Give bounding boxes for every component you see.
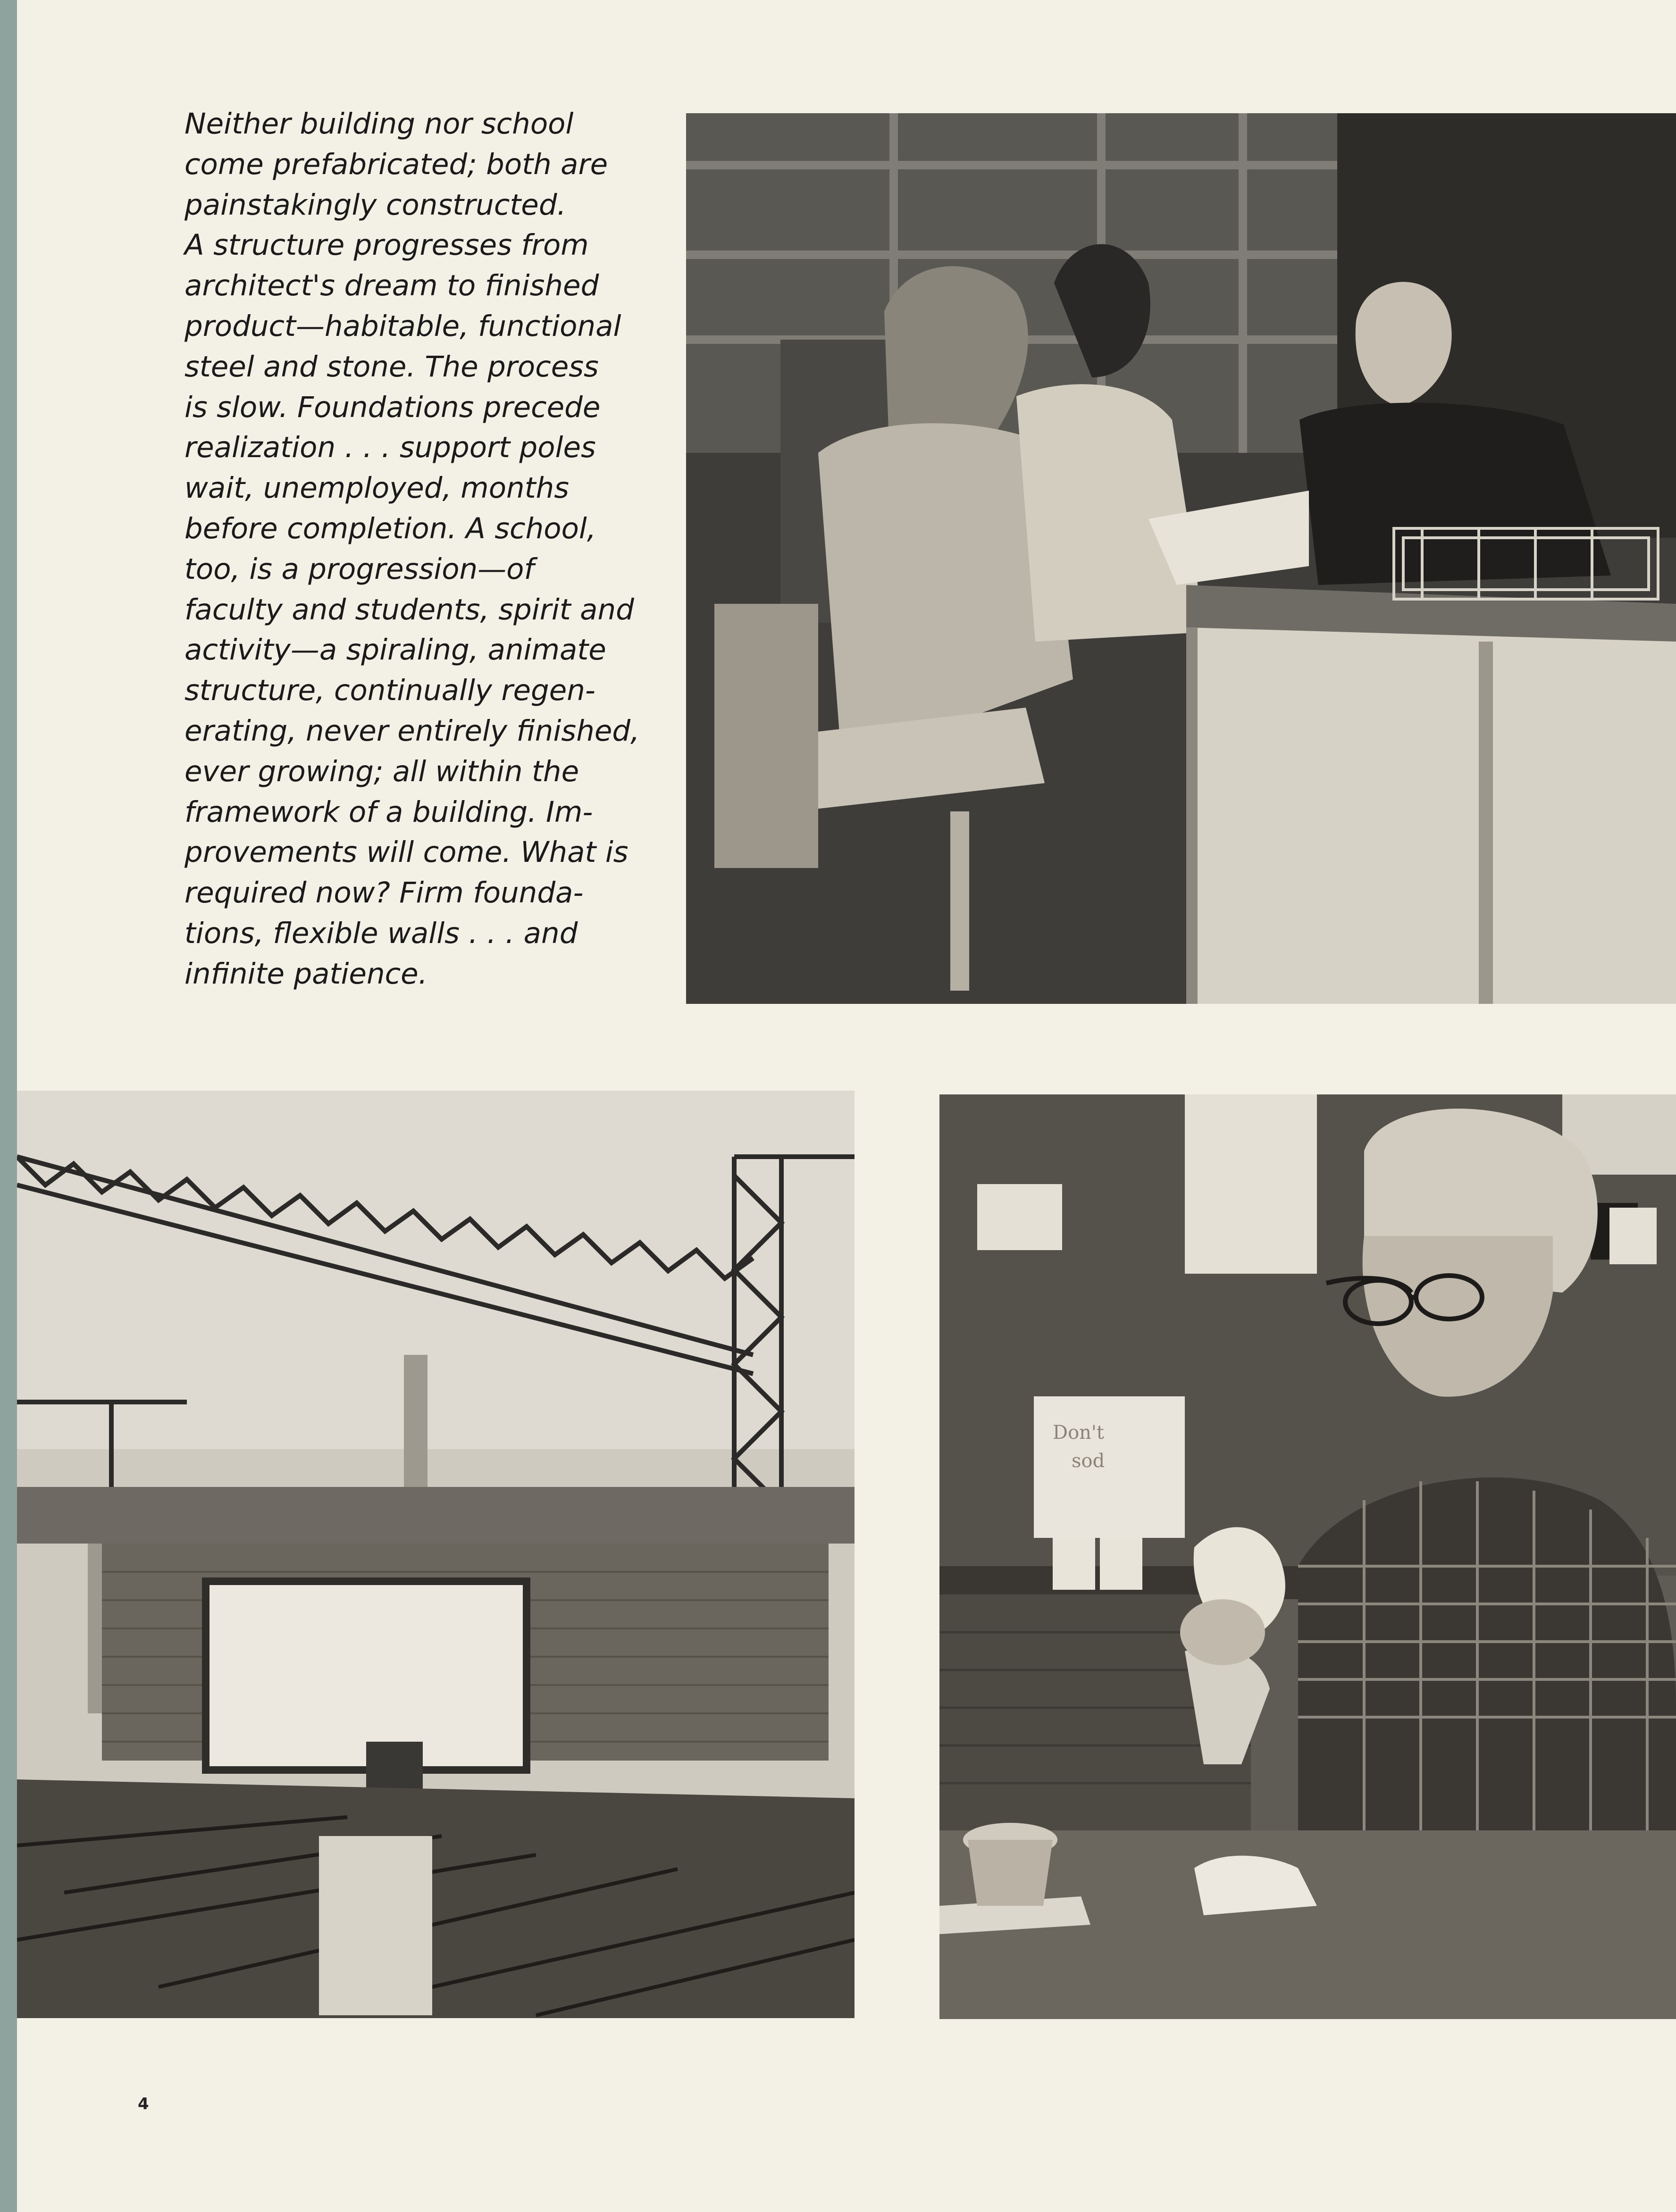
- text-line: is slow. Foundations precede: [184, 390, 601, 424]
- text-line: realization . . . support poles: [184, 431, 596, 465]
- text-line: structure, continually regen-: [184, 674, 595, 708]
- text-line: Neither building nor school: [184, 107, 574, 141]
- text-line: ever growing; all within the: [184, 754, 579, 788]
- photo-teacher: [939, 1094, 1676, 2019]
- photo-office-desk: [686, 113, 1676, 1004]
- text-line: architect's dream to finished: [184, 269, 599, 303]
- text-line: tions, flexible walls . . . and: [184, 916, 578, 950]
- text-line: before completion. A school,: [184, 511, 596, 545]
- photo-construction-site: [17, 1091, 855, 2018]
- text-line: faculty and students, spirit and: [184, 593, 634, 626]
- text-line: wait, unemployed, months: [184, 471, 570, 505]
- note-line-1: Don't: [1053, 1422, 1104, 1444]
- text-line: activity—a spiraling, animate: [184, 633, 606, 667]
- yearbook-page: [17, 0, 1676, 2212]
- text-line: required now? Firm founda-: [184, 876, 584, 910]
- note-line-2: sod: [1072, 1450, 1105, 1472]
- text-line: erating, never entirely finished,: [184, 714, 640, 748]
- text-line: provements will come. What is: [184, 835, 628, 869]
- intro-paragraph: [184, 104, 656, 994]
- text-line: A structure progresses from: [184, 228, 589, 262]
- text-line: product—habitable, functional: [184, 309, 621, 343]
- book-spine-edge: [0, 0, 17, 2212]
- posted-note: [1034, 1396, 1185, 1538]
- text-line: too, is a progression—of: [184, 552, 534, 586]
- page-number: 4: [138, 2095, 149, 2113]
- text-line: come prefabricated; both are: [184, 147, 608, 181]
- text-line: steel and stone. The process: [184, 350, 599, 384]
- text-line: painstakingly constructed.: [184, 188, 566, 222]
- text-line: infinite patience.: [184, 957, 428, 991]
- text-line: framework of a building. Im-: [184, 795, 593, 829]
